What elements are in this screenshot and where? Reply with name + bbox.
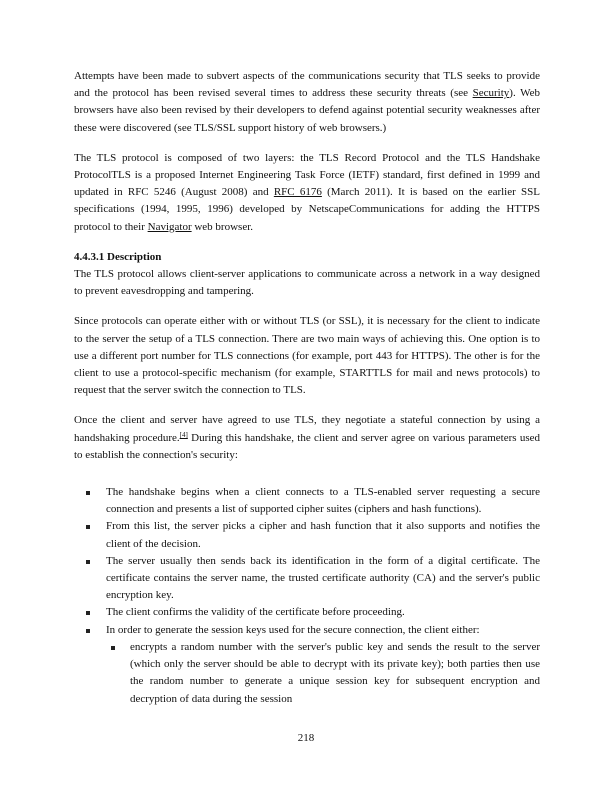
page-content (74, 68, 540, 708)
list-item: From this list, the server picks a cipher and hash function that it also supports and notifies the client of the decision. (74, 518, 540, 552)
security-link[interactable]: Security (472, 87, 510, 100)
paragraph-description: The TLS protocol allows client-server applications to communicate across a network in a way designed to prevent eavesdropping and tampering. (74, 268, 540, 298)
text: In order to generate the session keys used for the secure connection, the client either: (106, 623, 480, 636)
section-heading: 4.4.3.1 Description (74, 250, 162, 263)
text: The TLS protocol is composed of two layers: the TLS Record Protocol and the TLS Handshake ProtocolTLS is a proposed Internet Engineering Task Force (IETF) standard, first defined in 1999 and updated in RFC 5246 (August 2008) and (74, 151, 540, 199)
handshake-steps-list (74, 484, 540, 708)
paragraph-attempts (74, 68, 540, 137)
list-item (74, 622, 540, 708)
list-item: The handshake begins when a client connects to a TLS-enabled server requesting a secure connection and presents a list of supported cipher suites (ciphers and hash functions). (74, 484, 540, 518)
text: ). Web browsers have also been revised by their developers to defend against potential security weaknesses after these were discovered (see TLS/SSL support history of web browsers.) (74, 87, 540, 134)
text: (March 2011). It is based on the earlier SSL specifications (1994, 1995, 1996) developed by NetscapeCommunications for adding the HTTPS protocol to their (74, 186, 540, 233)
rfc-6176-link[interactable]: RFC 6176 (273, 186, 322, 199)
text: web browser. (191, 220, 254, 233)
text: During this handshake, the client and server agree on various parameters used to establish the connection's security: (74, 431, 540, 461)
text: Attempts have been made to subvert aspects of the communications security that TLS seeks to provide and the protocol has been revised several times to address these security threats (see (74, 70, 540, 100)
reference-link[interactable]: [4] (179, 430, 188, 439)
list-item: encrypts a random number with the server's public key and sends the result to the server (which only the server should be able to decrypt with its private key); both parties then use the random number to generate a unique session key for subsequent encryption and decryption of data during the session (106, 639, 540, 708)
paragraph-protocols: Since protocols can operate either with or without TLS (or SSL), it is necessary for the client to indicate to the server the setup of a TLS connection. There are two main ways of achieving this. One option is to use a different port number for TLS connections (for example, port 443 for HTTPS). The other is for the client to use a protocol-specific mechanism (for example, STARTTLS for mail and news protocols) to request that the server switch the connection to TLS. (74, 315, 540, 397)
paragraph-handshake (74, 412, 540, 464)
list-item: The server usually then sends back its identification in the form of a digital certificate. The certificate contains the server name, the trusted certificate authority (CA) and the server's public encryption key. (74, 553, 540, 605)
paragraph-tls-layers (74, 150, 540, 236)
list-item: The client confirms the validity of the certificate before proceeding. (74, 604, 540, 621)
session-key-options-list (106, 639, 540, 708)
text: Once the client and server have agreed to use TLS, they negotiate a stateful connection by using a handshaking procedure. (74, 414, 540, 444)
page-number: 218 (297, 732, 315, 744)
navigator-link[interactable]: Navigator (147, 220, 192, 233)
